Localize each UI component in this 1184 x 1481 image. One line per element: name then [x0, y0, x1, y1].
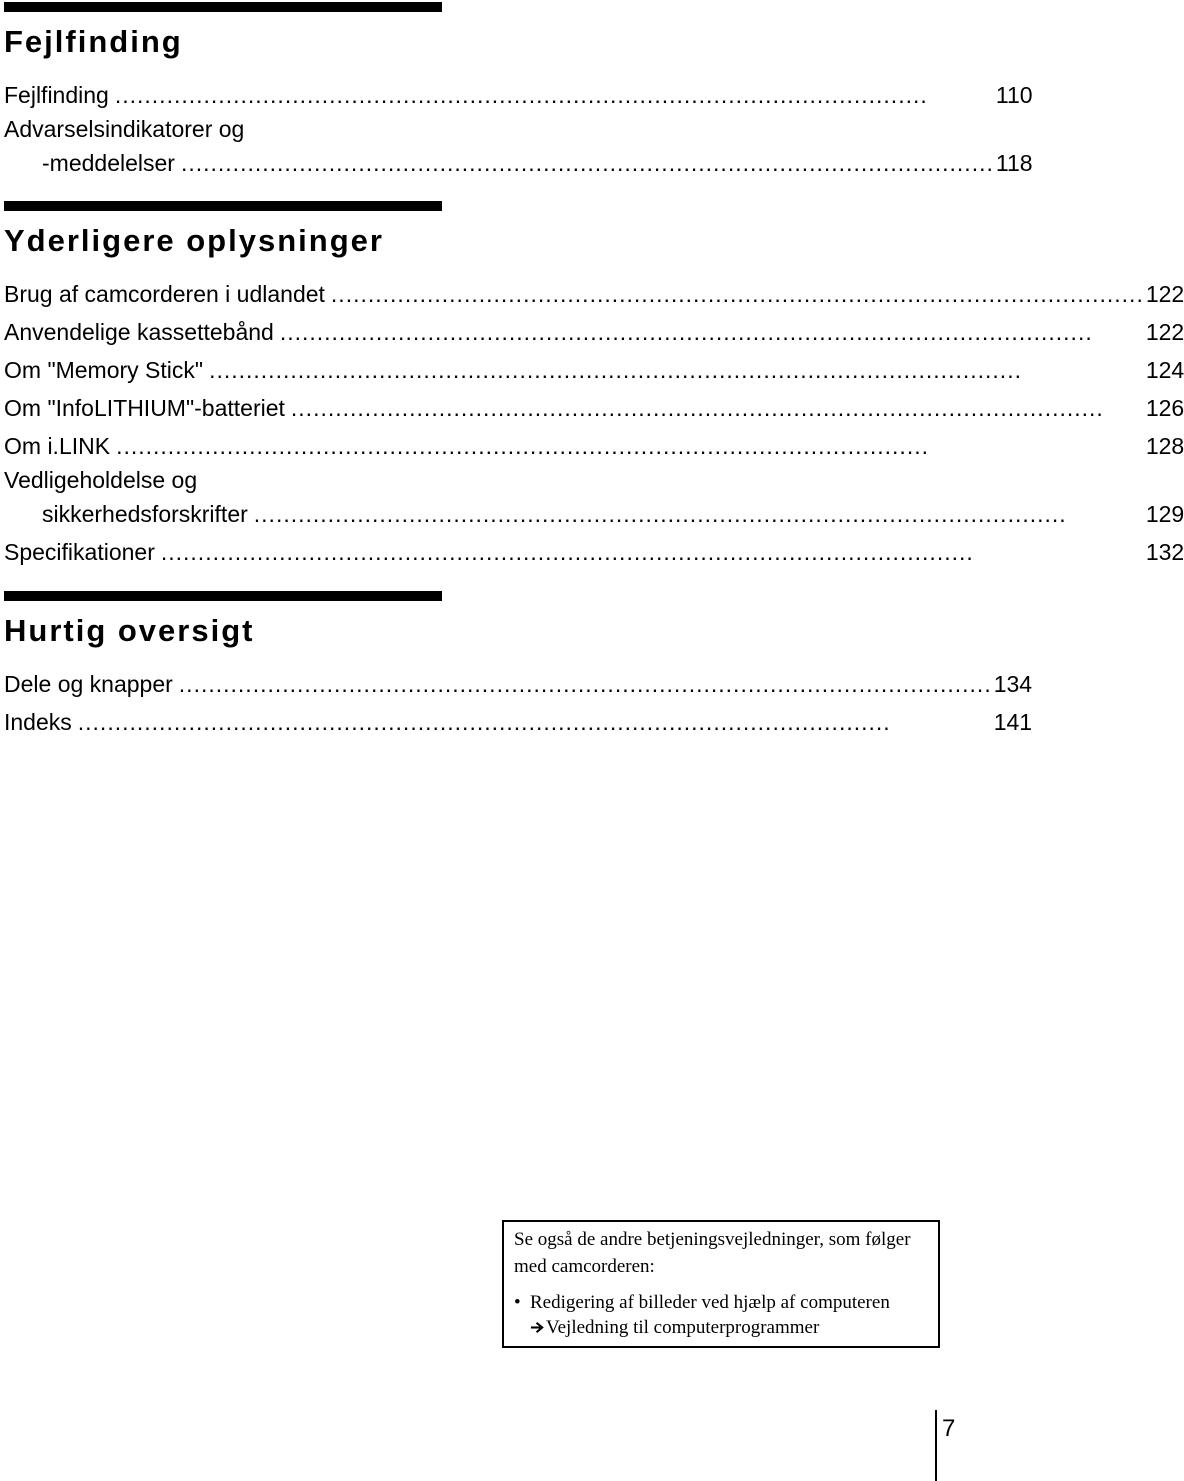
toc-entry-label-line1: Advarselsindikatorer og	[4, 116, 245, 142]
toc-entry-label: Specifikationer	[4, 539, 155, 565]
leader-dots	[161, 533, 1144, 571]
toc-entry[interactable]	[4, 351, 1184, 389]
toc-entry-label: Dele og knapper	[4, 671, 173, 697]
leader-dots	[115, 76, 994, 114]
toc-entry-page: 126	[1145, 395, 1184, 421]
toc-entry-label: Om "Memory Stick"	[4, 357, 204, 383]
page-number: 7	[942, 1415, 956, 1442]
toc-entry[interactable]	[4, 533, 1184, 571]
toc-entry-label: Om "InfoLITHIUM"-batteriet	[4, 395, 285, 421]
toc-entry-page: 110	[995, 82, 1033, 108]
section-rule	[4, 591, 442, 601]
toc-entry[interactable]	[4, 427, 1184, 465]
leader-dots	[331, 275, 1144, 313]
toc-entry-page: 124	[1145, 357, 1184, 383]
page-number-divider	[935, 1410, 937, 1481]
toc-entry-label: Indeks	[4, 709, 72, 735]
arrow-right-icon	[530, 1320, 545, 1335]
note-box	[502, 1220, 940, 1348]
note-sub-text: Vejledning til computerprogrammer	[546, 1317, 820, 1338]
toc-entry[interactable]	[4, 665, 1032, 703]
toc-entry-page: 118	[995, 150, 1033, 176]
toc-entry-label-line2: sikkerhedsforskrifter	[42, 501, 248, 527]
toc-entry-page: 122	[1145, 281, 1184, 307]
leader-dots	[181, 144, 994, 182]
toc-entry[interactable]	[4, 703, 1032, 741]
section-yderligere-oplysninger	[4, 201, 1184, 571]
toc-entry-label-line1: Vedligeholdelse og	[4, 467, 198, 493]
section-hurtig-oversigt	[4, 591, 1032, 741]
leader-dots	[116, 427, 1144, 465]
toc-entry-label: Brug af camcorderen i udlandet	[4, 281, 325, 307]
section-rule	[4, 2, 442, 12]
note-intro: Se også de andre betjeningsvejledninger, som følger med camcorderen:	[514, 1229, 911, 1277]
toc-entry-page: 128	[1145, 433, 1184, 459]
leader-dots	[254, 495, 1144, 533]
toc-entry-page: 122	[1145, 319, 1184, 345]
section-title: Hurtig oversigt	[4, 613, 255, 648]
toc-entry-label: Fejlfinding	[4, 82, 109, 108]
section-fejlfinding	[4, 2, 1033, 182]
toc-entry[interactable]	[4, 389, 1184, 427]
leader-dots	[280, 313, 1144, 351]
leader-dots	[78, 703, 992, 741]
leader-dots	[179, 665, 992, 703]
leader-dots	[291, 389, 1144, 427]
toc-entry[interactable]	[4, 76, 1033, 114]
toc-entry-page: 129	[1145, 501, 1184, 527]
toc-entry[interactable]	[4, 114, 1033, 182]
bullet-icon: •	[514, 1292, 521, 1313]
toc-entry[interactable]	[4, 313, 1184, 351]
toc-entry-label-line2: -meddelelser	[42, 150, 175, 176]
toc-entry-label: Anvendelige kassettebånd	[4, 319, 274, 345]
section-title: Fejlfinding	[4, 24, 183, 59]
section-rule	[4, 201, 442, 211]
section-title: Yderligere oplysninger	[4, 223, 384, 258]
note-bullet-text: Redigering af billeder ved hjælp af computeren	[530, 1292, 890, 1313]
toc-entry-page: 141	[993, 709, 1033, 735]
toc-entry[interactable]	[4, 465, 1184, 533]
leader-dots	[209, 351, 1144, 389]
toc-entry-page: 134	[993, 671, 1033, 697]
toc-entry[interactable]	[4, 275, 1184, 313]
toc-entry-label: Om i.LINK	[4, 433, 111, 459]
note-sub	[514, 1315, 928, 1340]
toc-entry-page: 132	[1145, 539, 1184, 565]
note-bullet	[514, 1290, 928, 1315]
